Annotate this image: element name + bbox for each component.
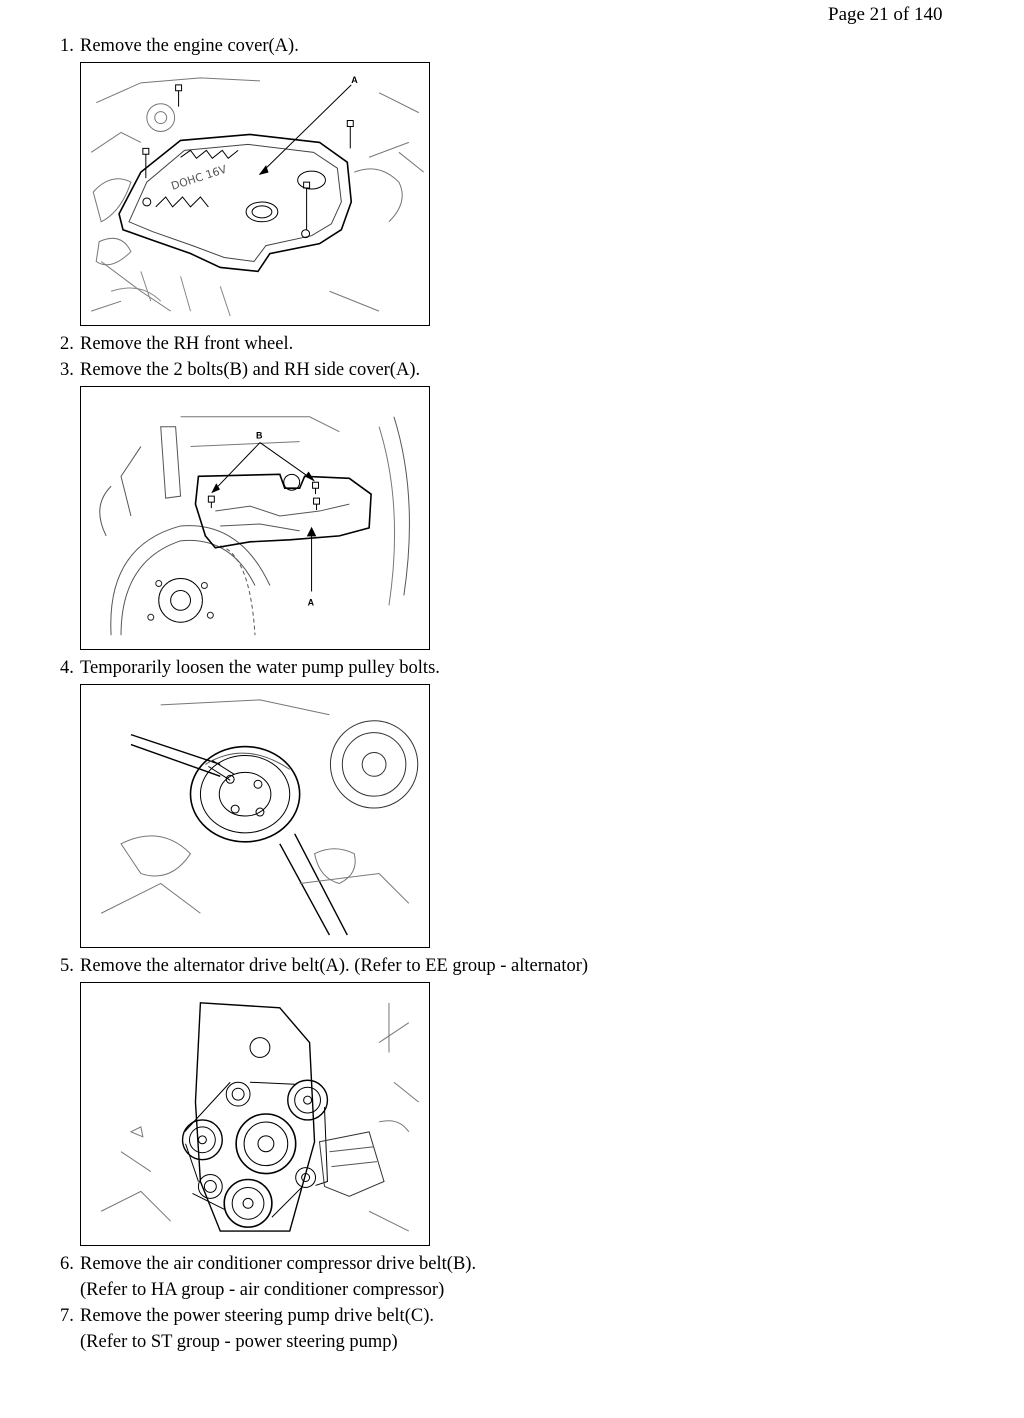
page-number: Page 21 of 140 bbox=[828, 4, 943, 25]
step-number: 1. bbox=[60, 36, 74, 56]
step-2 bbox=[60, 331, 293, 357]
callout-b: B bbox=[255, 430, 263, 441]
step-text: Remove the power steering pump drive belt(C). bbox=[80, 1306, 434, 1326]
step-number: 6. bbox=[60, 1254, 74, 1274]
callout-a: A bbox=[307, 597, 315, 608]
step-5 bbox=[60, 953, 588, 979]
step-reference: (Refer to ST group - power steering pump) bbox=[80, 1332, 398, 1352]
callout-a: A bbox=[351, 74, 358, 85]
step-7 bbox=[60, 1303, 434, 1355]
step-number: 3. bbox=[60, 360, 74, 380]
step-1 bbox=[60, 33, 299, 59]
step-4 bbox=[60, 655, 440, 681]
drive-belts-illustration bbox=[81, 983, 429, 1245]
engine-cover-illustration bbox=[81, 63, 429, 325]
step-text: Remove the alternator drive belt(A). (Refer to EE group - alternator) bbox=[80, 956, 589, 976]
cover-lettering: DOHC 16V bbox=[169, 162, 229, 193]
step-3 bbox=[60, 357, 420, 383]
step-number: 5. bbox=[60, 956, 74, 976]
figure-engine-cover bbox=[80, 62, 430, 326]
step-text: Remove the engine cover(A). bbox=[80, 36, 299, 56]
rh-side-cover-illustration bbox=[81, 387, 429, 649]
step-text: Remove the air conditioner compressor drive belt(B). bbox=[80, 1254, 477, 1274]
figure-rh-side-cover bbox=[80, 386, 430, 650]
figure-drive-belts bbox=[80, 982, 430, 1246]
step-number: 4. bbox=[60, 658, 74, 678]
step-text: Temporarily loosen the water pump pulley bolts. bbox=[80, 658, 440, 678]
step-reference: (Refer to HA group - air conditioner compressor) bbox=[80, 1280, 445, 1300]
step-number: 2. bbox=[60, 334, 74, 354]
figure-water-pump-pulley bbox=[80, 684, 430, 948]
step-6 bbox=[60, 1251, 476, 1303]
step-text: Remove the 2 bolts(B) and RH side cover(A). bbox=[80, 360, 421, 380]
water-pump-pulley-illustration bbox=[81, 685, 429, 947]
step-text: Remove the RH front wheel. bbox=[80, 334, 294, 354]
step-number: 7. bbox=[60, 1306, 74, 1326]
